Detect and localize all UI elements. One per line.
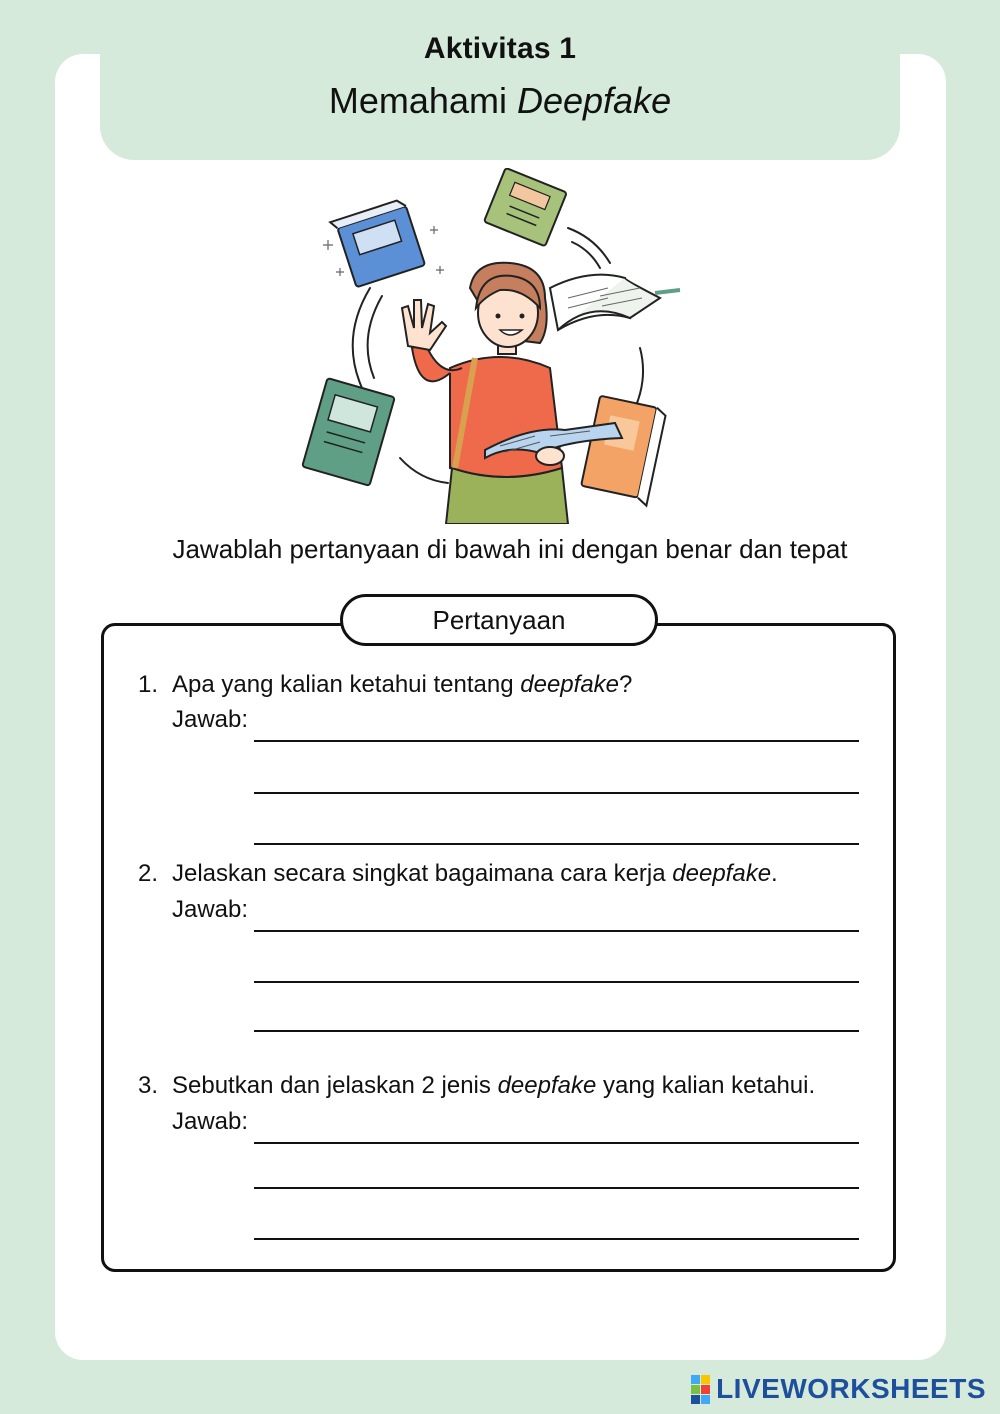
header-band — [100, 0, 900, 160]
answer-line-1c[interactable] — [254, 843, 859, 845]
open-book-icon — [550, 275, 680, 330]
teal-book-icon — [302, 378, 395, 486]
blue-book-icon — [330, 198, 425, 288]
girl-juggling-books-illustration — [300, 168, 700, 524]
answer-line-1a[interactable] — [254, 740, 859, 742]
answer-line-1b[interactable] — [254, 792, 859, 794]
answer-line-2a[interactable] — [254, 930, 859, 932]
title-prefix: Memahami — [328, 80, 507, 121]
answer-line-3a[interactable] — [254, 1142, 859, 1144]
liveworksheets-logo[interactable] — [691, 1374, 986, 1404]
answer-label-2: Jawab: — [172, 896, 249, 923]
green-book-icon — [484, 168, 567, 246]
question-box-tag: Pertanyaan — [340, 594, 658, 646]
question-number: 1. — [138, 671, 159, 698]
answer-label-1: Jawab: — [172, 706, 249, 733]
answer-line-2c[interactable] — [254, 1030, 859, 1032]
question-number: 3. — [138, 1072, 159, 1099]
answer-label-3: Jawab: — [172, 1108, 249, 1135]
answer-line-3c[interactable] — [254, 1238, 859, 1240]
answer-line-2b[interactable] — [254, 981, 859, 983]
question-number: 2. — [138, 860, 159, 887]
page-title — [100, 80, 900, 122]
title-italic: Deepfake — [516, 80, 672, 121]
instruction-text: Jawablah pertanyaan di bawah ini dengan benar dan tepat — [172, 534, 848, 564]
activity-label: Aktivitas 1 — [423, 32, 577, 65]
question-2: 2. Jelaskan secara singkat bagaimana cara kerja deepfake. — [138, 860, 778, 887]
question-1: 1. Apa yang kalian ketahui tentang deepfake? — [138, 671, 633, 698]
liveworksheets-icon — [691, 1375, 710, 1404]
brand-text: LIVEWORKSHEETS — [716, 1373, 986, 1404]
answer-line-3b[interactable] — [254, 1187, 859, 1189]
orange-book-icon — [580, 396, 667, 506]
question-3: 3. Sebutkan dan jelaskan 2 jenis deepfake yang kalian ketahui. — [138, 1072, 816, 1099]
